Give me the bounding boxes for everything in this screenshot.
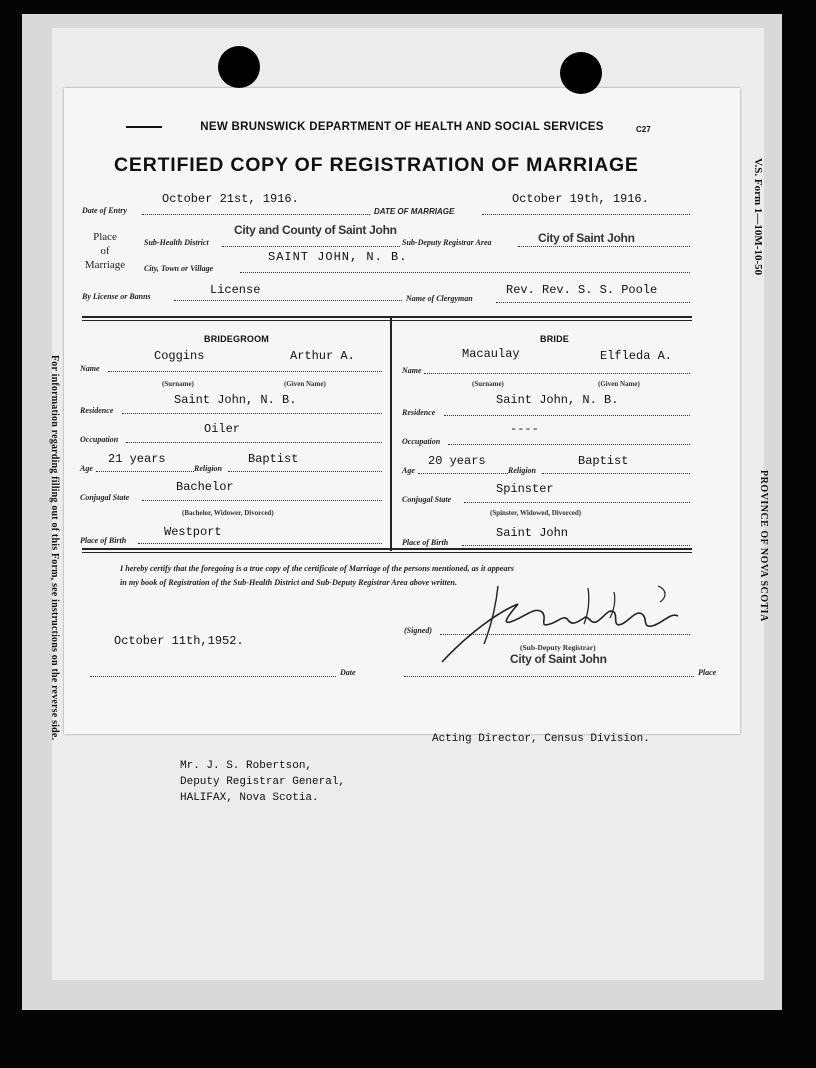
date-of-entry-value: October 21st, 1916. bbox=[162, 192, 299, 206]
clergyman-value: Rev. Rev. S. S. Poole bbox=[506, 283, 658, 297]
dotted-line bbox=[138, 543, 382, 544]
punch-hole bbox=[560, 52, 602, 94]
dotted-line bbox=[228, 471, 382, 472]
sub-deputy-area-label: Sub-Deputy Registrar Area bbox=[402, 238, 492, 247]
groom-age-label: Age bbox=[80, 464, 93, 473]
dotted-line bbox=[444, 415, 690, 416]
bride-surname: Macaulay bbox=[462, 347, 520, 361]
punch-hole bbox=[218, 46, 260, 88]
certification-place-stamp: City of Saint John bbox=[510, 652, 607, 666]
dotted-line bbox=[518, 246, 690, 247]
dotted-line bbox=[448, 444, 690, 445]
bride-given-name: Elfleda A. bbox=[600, 349, 673, 363]
bride-religion-label: Religion bbox=[508, 466, 537, 475]
sub-deputy-area-value: City of Saint John bbox=[538, 231, 635, 245]
dotted-line bbox=[90, 676, 336, 677]
city-town-label: City, Town or Village bbox=[144, 264, 214, 273]
dotted-line bbox=[496, 302, 690, 303]
groom-age-value: 21 years bbox=[108, 452, 166, 466]
bride-residence-label: Residence bbox=[402, 408, 436, 417]
certificate-title: CERTIFIED COPY OF REGISTRATION OF MARRIAGE bbox=[114, 154, 639, 176]
dotted-line bbox=[418, 473, 508, 474]
dotted-line bbox=[462, 545, 690, 546]
bride-surname-caption: (Surname) bbox=[472, 380, 504, 388]
dotted-line bbox=[222, 246, 400, 247]
dotted-line bbox=[174, 300, 402, 301]
bride-occupation-value: ---- bbox=[510, 422, 539, 436]
groom-residence-value: Saint John, N. B. bbox=[174, 393, 297, 407]
bride-age-label: Age bbox=[402, 466, 415, 475]
place-of-marriage-label: Place of Marriage bbox=[84, 231, 126, 271]
bottom-rule-thin bbox=[82, 552, 692, 553]
date-of-entry-label: Date of Entry bbox=[82, 206, 127, 215]
sub-health-district-value: City and County of Saint John bbox=[234, 223, 397, 237]
dotted-line bbox=[482, 214, 690, 215]
city-town-value: SAINT JOHN, N. B. bbox=[268, 250, 408, 264]
side-instructions: For information regarding filling out of this Form, see instructions on the reverse side. bbox=[49, 355, 60, 741]
dotted-line bbox=[126, 442, 382, 443]
groom-given-name: Arthur A. bbox=[290, 349, 355, 363]
bride-residence-value: Saint John, N. B. bbox=[496, 393, 619, 407]
signed-label: (Signed) bbox=[404, 626, 432, 635]
department-heading: NEW BRUNSWICK DEPARTMENT OF HEALTH AND SOCIAL SERVICES bbox=[200, 121, 604, 133]
bottom-rule bbox=[82, 548, 692, 550]
bride-religion-value: Baptist bbox=[578, 454, 629, 468]
date-of-marriage-label: DATE OF MARRIAGE bbox=[374, 207, 455, 216]
certification-line-2: in my book of Registration of the Sub-Health District and Sub-Deputy Registrar Area above written. bbox=[120, 578, 457, 587]
address-line-1: Mr. J. S. Robertson, bbox=[180, 760, 313, 772]
dotted-line bbox=[96, 471, 194, 472]
dotted-line bbox=[464, 502, 690, 503]
groom-birthplace-label: Place of Birth bbox=[80, 536, 127, 545]
bride-conjugal-options: (Spinster, Widowed, Divorced) bbox=[490, 509, 582, 517]
bride-heading: BRIDE bbox=[540, 334, 570, 344]
bride-name-label: Name bbox=[402, 366, 422, 375]
groom-religion-value: Baptist bbox=[248, 452, 299, 466]
column-divider bbox=[390, 317, 392, 551]
date-of-marriage-value: October 19th, 1916. bbox=[512, 192, 649, 206]
groom-religion-label: Religion bbox=[194, 464, 223, 473]
groom-birthplace-value: Westport bbox=[164, 525, 222, 539]
marriage-certificate bbox=[64, 88, 740, 734]
bride-conjugal-label: Conjugal State bbox=[402, 495, 452, 504]
certification-place-label: Place bbox=[698, 668, 717, 677]
top-rule-thin bbox=[82, 320, 692, 321]
province-label: PROVINCE OF NOVA SCOTIA bbox=[758, 470, 769, 622]
license-banns-value: License bbox=[210, 283, 261, 297]
groom-residence-label: Residence bbox=[80, 406, 114, 415]
bride-conjugal-value: Spinster bbox=[496, 482, 554, 496]
dotted-line bbox=[424, 373, 690, 374]
groom-surname: Coggins bbox=[154, 349, 205, 363]
dotted-line bbox=[404, 676, 694, 677]
bride-age-value: 20 years bbox=[428, 454, 486, 468]
address-line-2: Deputy Registrar General, bbox=[180, 776, 346, 788]
acting-director-line: Acting Director, Census Division. bbox=[432, 733, 650, 745]
certification-date-label: Date bbox=[340, 668, 356, 677]
dotted-line bbox=[142, 500, 382, 501]
groom-conjugal-label: Conjugal State bbox=[80, 493, 130, 502]
form-number: V.S. Form 1—10M-10-50 bbox=[752, 158, 764, 276]
certification-line-1: I hereby certify that the foregoing is a true copy of the certificate of Marriage of the persons mentioned, as it appears bbox=[120, 564, 514, 573]
bride-occupation-label: Occupation bbox=[402, 437, 441, 446]
sub-health-district-label: Sub-Health District bbox=[144, 238, 209, 247]
form-code: C27 bbox=[636, 125, 651, 134]
bride-birthplace-label: Place of Birth bbox=[402, 538, 449, 547]
dotted-line bbox=[122, 413, 382, 414]
groom-surname-caption: (Surname) bbox=[162, 380, 194, 388]
groom-conjugal-value: Bachelor bbox=[176, 480, 234, 494]
dotted-line bbox=[108, 371, 382, 372]
groom-name-label: Name bbox=[80, 364, 100, 373]
clergyman-label: Name of Clergyman bbox=[406, 294, 473, 303]
sub-deputy-registrar-caption: (Sub-Deputy Registrar) bbox=[520, 643, 596, 652]
dotted-line bbox=[542, 473, 690, 474]
certification-date-value: October 11th,1952. bbox=[114, 634, 244, 648]
groom-occupation-label: Occupation bbox=[80, 435, 119, 444]
license-banns-label: By License or Banns bbox=[82, 292, 151, 301]
bride-birthplace-value: Saint John bbox=[496, 526, 569, 540]
top-rule bbox=[82, 316, 692, 318]
dotted-line bbox=[240, 272, 690, 273]
bride-given-caption: (Given Name) bbox=[598, 380, 640, 388]
groom-conjugal-options: (Bachelor, Widower, Divorced) bbox=[182, 509, 274, 517]
dotted-line bbox=[142, 214, 370, 215]
bridegroom-heading: BRIDEGROOM bbox=[204, 334, 269, 344]
groom-occupation-value: Oiler bbox=[204, 422, 241, 436]
groom-given-caption: (Given Name) bbox=[284, 380, 326, 388]
address-line-3: HALIFAX, Nova Scotia. bbox=[180, 792, 319, 804]
